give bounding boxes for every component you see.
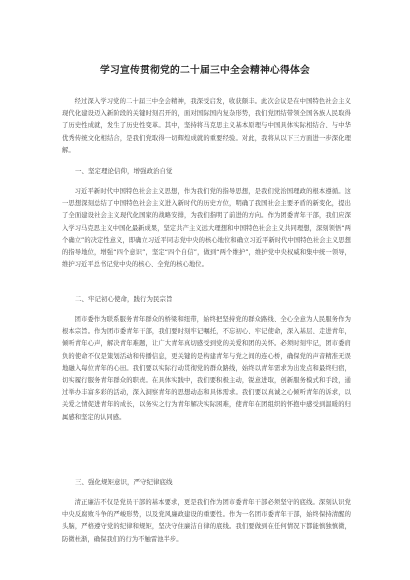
section-body-1: 习近平新时代中国特色社会主义思想，作为我们党的指导思想，是我们党治国理政的根本遵循。这一思想深刻总结了中国特色社会主义进入新时代的历史方位，明确了我国社会主要矛盾的新变化，提出了全面建设社会主义现代化国家的战略安排，为我们指明了前进的方向。作为团委青年干部，我们应深入学习马克思主义中国化最新成果，坚定共产主义远大理想和中国特色社会主义共同理想，深刻领悟“两个确立”的决定性意义，即确立习近平同志党中央的核心地位和确立习近平新时代中国特色社会主义思想的指导地位，增强“四个意识”，坚定“四个自信”，做到“两个维护”，维护党中央权威和集中统一领导，维护习近平总书记党中央的核心、全党的核心地位。 (62, 188, 351, 269)
section-body-2: 团市委作为联系服务青年群众的桥梁和纽带，始终把坚持党的群众路线、全心全意为人民服务作为根本宗旨。作为团市委青年干部，我们要时刻牢记嘱托，不忘初心、牢记使命，深入基层、走进青年，倾听青年心声，解决青年难题，让广大青年真切感受到党的关爱和团的关怀。必须时刻牢记，团市委肩负的使命不仅是策划活动和传播信息，更关键的是构建青年与党之间的连心桥，确保党的声音精准无误地融入每位青年的心田。我们要以实际行动贯彻党的群众路线，始终以青年需求为出发点和最终归宿，切实履行服务青年群众的职责。在具体实践中，我们要积极主动，锐意进取，创新服务模式和手段，通过举办丰富多彩的活动，深入洞察青年的思想动态和具体需求。我们要以真诚之心倾听青年的诉求，以关爱之情促进青年的成长，以务实之行为青年解决实际困难，使青年在团组织的怀抱中感受到温暖的归属感和坚定的认同感。 (62, 316, 351, 421)
section-heading-2: 二、牢记初心使命，践行为民宗旨 (75, 295, 173, 303)
section-heading-3: 三、强化规矩意识，严守纪律底线 (75, 478, 173, 486)
section-heading-1: 一、坚定理论信仰，增强政治自觉 (75, 167, 173, 175)
section-body-3: 清正廉洁不仅是党员干部的基本要求，更是我们作为团市委青年干部必须坚守的底线。深刻认识党中央反腐败斗争的严峻形势，以及党风廉政建设的重要性。作为一名团市委青年干部，始终保持清醒的头脑，严格遵守党的纪律和规矩，坚决守住廉洁自律的底线。我们要做到在任何情况下都能慎独慎微，防微杜渐，确保我们的行为不触雷池半步。 (62, 499, 351, 543)
document-title: 学习宣传贯彻党的二十届三中全会精神心得体会 (100, 65, 310, 76)
intro-paragraph: 经过深入学习党的二十届三中全会精神，我深受启发，收获颇丰。此次会议是在中国特色社会主义现代化建设迈入新阶段的关键时刻召开的，面对国际国内复杂形势，我们党团结带领全国各族人民取得了历史性成就，发生了历史性变革。其中，坚持将马克思主义基本原理与中国具体实际相结合、与中华优秀传统文化相结合，是我们党取得一切辉煌成就的重要经验。对此，我将从以下三方面进一步深化理解。 (62, 98, 351, 154)
